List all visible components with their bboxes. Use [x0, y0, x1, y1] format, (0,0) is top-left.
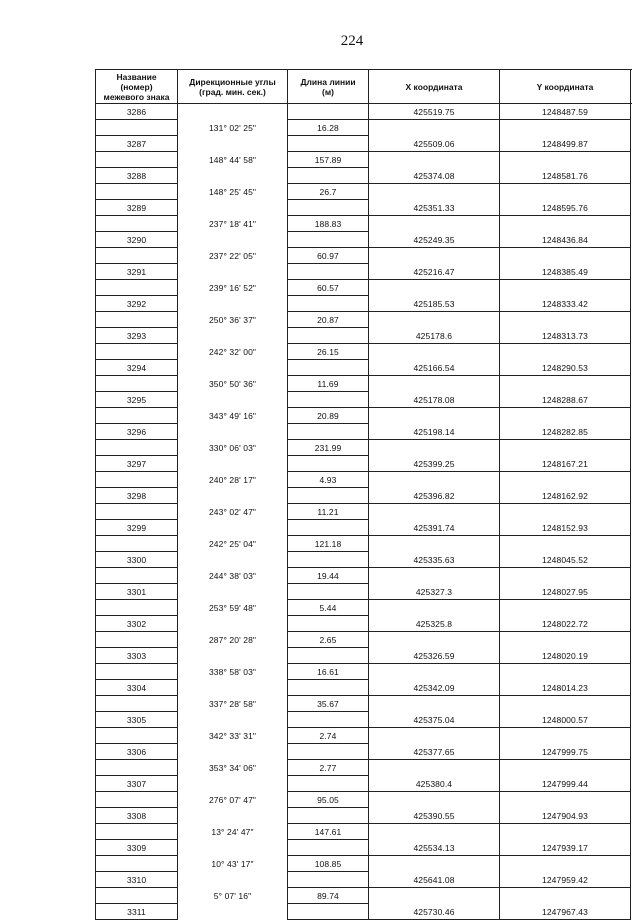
- empty-cell: [288, 648, 369, 664]
- empty-cell: [369, 792, 500, 808]
- empty-cell: [178, 680, 288, 696]
- point-name-cell: 3289: [96, 200, 178, 216]
- point-name-cell: 3291: [96, 264, 178, 280]
- empty-cell: [369, 248, 500, 264]
- empty-cell: [369, 120, 500, 136]
- direction-angle-cell: 237° 18' 41": [178, 216, 288, 232]
- empty-cell: [369, 184, 500, 200]
- line-length-cell: 4.93: [288, 472, 369, 488]
- line-length-cell: 188.83: [288, 216, 369, 232]
- empty-cell: [96, 472, 178, 488]
- empty-cell: [178, 872, 288, 888]
- point-name-cell: 3299: [96, 520, 178, 536]
- empty-cell: [288, 872, 369, 888]
- empty-cell: [500, 376, 631, 392]
- empty-cell: [288, 904, 369, 920]
- empty-cell: [96, 824, 178, 840]
- x-coordinate-cell: 425327.3: [369, 584, 500, 600]
- y-coordinate-cell: 1247967.43: [500, 904, 631, 920]
- empty-cell: [96, 504, 178, 520]
- empty-cell: [500, 216, 631, 232]
- empty-cell: [96, 184, 178, 200]
- empty-cell: [178, 904, 288, 920]
- empty-cell: [288, 584, 369, 600]
- empty-cell: [288, 264, 369, 280]
- point-name-cell: 3287: [96, 136, 178, 152]
- line-length-cell: 95.05: [288, 792, 369, 808]
- point-name-cell: 3298: [96, 488, 178, 504]
- y-coordinate-cell: 1248313.73: [500, 328, 631, 344]
- direction-angle-cell: 148° 44' 58": [178, 152, 288, 168]
- empty-cell: [369, 312, 500, 328]
- point-name-cell: 3292: [96, 296, 178, 312]
- y-coordinate-cell: 1248290.53: [500, 360, 631, 376]
- empty-cell: [178, 168, 288, 184]
- y-coordinate-cell: 1248000.57: [500, 712, 631, 728]
- direction-angle-cell: 343° 49' 16": [178, 408, 288, 424]
- empty-cell: [369, 728, 500, 744]
- empty-cell: [369, 568, 500, 584]
- point-name-cell: 3307: [96, 776, 178, 792]
- empty-cell: [288, 680, 369, 696]
- empty-cell: [178, 232, 288, 248]
- x-coordinate-cell: 425730.46: [369, 904, 500, 920]
- empty-cell: [288, 616, 369, 632]
- empty-cell: [96, 376, 178, 392]
- empty-cell: [96, 632, 178, 648]
- empty-cell: [178, 520, 288, 536]
- x-coordinate-cell: 425519.75: [369, 104, 500, 120]
- empty-cell: [500, 632, 631, 648]
- point-name-cell: 3308: [96, 808, 178, 824]
- empty-cell: [500, 504, 631, 520]
- empty-cell: [288, 232, 369, 248]
- empty-cell: [500, 600, 631, 616]
- empty-cell: [96, 568, 178, 584]
- x-coordinate-cell: 425509.06: [369, 136, 500, 152]
- x-coordinate-cell: 425249.35: [369, 232, 500, 248]
- line-length-cell: 16.61: [288, 664, 369, 680]
- empty-cell: [96, 856, 178, 872]
- line-length-cell: 147.61: [288, 824, 369, 840]
- x-coordinate-cell: 425375.04: [369, 712, 500, 728]
- point-name-cell: 3306: [96, 744, 178, 760]
- x-coordinate-cell: 425399.25: [369, 456, 500, 472]
- empty-cell: [96, 600, 178, 616]
- empty-cell: [96, 312, 178, 328]
- empty-cell: [178, 456, 288, 472]
- y-coordinate-cell: 1248288.67: [500, 392, 631, 408]
- x-coordinate-cell: 425351.33: [369, 200, 500, 216]
- line-length-cell: 11.69: [288, 376, 369, 392]
- empty-cell: [96, 760, 178, 776]
- y-coordinate-cell: 1248333.42: [500, 296, 631, 312]
- empty-cell: [178, 104, 288, 120]
- line-length-cell: 157.89: [288, 152, 369, 168]
- x-coordinate-cell: 425391.74: [369, 520, 500, 536]
- empty-cell: [369, 632, 500, 648]
- empty-cell: [500, 120, 631, 136]
- empty-cell: [500, 568, 631, 584]
- line-length-cell: 16.28: [288, 120, 369, 136]
- point-name-cell: 3311: [96, 904, 178, 920]
- empty-cell: [178, 264, 288, 280]
- y-coordinate-cell: 1248027.95: [500, 584, 631, 600]
- empty-cell: [178, 712, 288, 728]
- empty-cell: [500, 664, 631, 680]
- header-direction-angle: Дирекционные углы (град. мин. сек.): [178, 70, 288, 103]
- empty-cell: [369, 760, 500, 776]
- x-coordinate-cell: 425534.13: [369, 840, 500, 856]
- empty-cell: [500, 472, 631, 488]
- point-name-cell: 3301: [96, 584, 178, 600]
- empty-cell: [369, 856, 500, 872]
- direction-angle-cell: 131° 02' 25": [178, 120, 288, 136]
- empty-cell: [288, 328, 369, 344]
- empty-cell: [369, 344, 500, 360]
- y-coordinate-cell: 1248385.49: [500, 264, 631, 280]
- empty-cell: [288, 104, 369, 120]
- line-length-cell: 2.65: [288, 632, 369, 648]
- empty-cell: [500, 248, 631, 264]
- line-length-cell: 26.15: [288, 344, 369, 360]
- empty-cell: [369, 440, 500, 456]
- line-length-cell: 60.97: [288, 248, 369, 264]
- x-coordinate-cell: 425185.53: [369, 296, 500, 312]
- direction-angle-cell: 330° 06' 03": [178, 440, 288, 456]
- empty-cell: [288, 296, 369, 312]
- empty-cell: [178, 488, 288, 504]
- empty-cell: [96, 440, 178, 456]
- empty-cell: [288, 168, 369, 184]
- empty-cell: [500, 792, 631, 808]
- point-name-cell: 3290: [96, 232, 178, 248]
- line-length-cell: 5.44: [288, 600, 369, 616]
- y-coordinate-cell: 1247904.93: [500, 808, 631, 824]
- x-coordinate-cell: 425335.63: [369, 552, 500, 568]
- line-length-cell: 11.21: [288, 504, 369, 520]
- y-coordinate-cell: 1248595.76: [500, 200, 631, 216]
- direction-angle-cell: 5° 07' 16": [178, 888, 288, 904]
- empty-cell: [288, 456, 369, 472]
- boundary-points-table: [95, 69, 632, 920]
- y-coordinate-cell: 1248045.52: [500, 552, 631, 568]
- empty-cell: [288, 712, 369, 728]
- x-coordinate-cell: 425641.08: [369, 872, 500, 888]
- empty-cell: [288, 808, 369, 824]
- x-coordinate-cell: 425377.65: [369, 744, 500, 760]
- point-name-cell: 3303: [96, 648, 178, 664]
- point-name-cell: 3305: [96, 712, 178, 728]
- line-length-cell: 121.18: [288, 536, 369, 552]
- x-coordinate-cell: 425374.08: [369, 168, 500, 184]
- direction-angle-cell: 276° 07' 47": [178, 792, 288, 808]
- y-coordinate-cell: 1248436.84: [500, 232, 631, 248]
- empty-cell: [500, 888, 631, 904]
- direction-angle-cell: 353° 34' 06": [178, 760, 288, 776]
- line-length-cell: 35.67: [288, 696, 369, 712]
- point-name-cell: 3296: [96, 424, 178, 440]
- line-length-cell: 19.44: [288, 568, 369, 584]
- line-length-cell: 20.89: [288, 408, 369, 424]
- y-coordinate-cell: 1248581.76: [500, 168, 631, 184]
- point-name-cell: 3295: [96, 392, 178, 408]
- empty-cell: [178, 424, 288, 440]
- x-coordinate-cell: 425325.8: [369, 616, 500, 632]
- empty-cell: [369, 536, 500, 552]
- y-coordinate-cell: 1248167.21: [500, 456, 631, 472]
- y-coordinate-cell: 1247959.42: [500, 872, 631, 888]
- direction-angle-cell: 239° 16' 52": [178, 280, 288, 296]
- header-point-name: Название (номер) межевого знака: [96, 70, 178, 103]
- point-name-cell: 3302: [96, 616, 178, 632]
- point-name-cell: 3310: [96, 872, 178, 888]
- x-coordinate-cell: 425342.09: [369, 680, 500, 696]
- empty-cell: [96, 344, 178, 360]
- direction-angle-cell: 242° 32' 00": [178, 344, 288, 360]
- empty-cell: [288, 776, 369, 792]
- line-length-cell: 231.99: [288, 440, 369, 456]
- empty-cell: [96, 152, 178, 168]
- header-y-coordinate: Y координата: [500, 70, 631, 103]
- empty-cell: [96, 408, 178, 424]
- empty-cell: [288, 520, 369, 536]
- empty-cell: [288, 136, 369, 152]
- empty-cell: [500, 152, 631, 168]
- y-coordinate-cell: 1247939.17: [500, 840, 631, 856]
- empty-cell: [96, 280, 178, 296]
- empty-cell: [500, 344, 631, 360]
- empty-cell: [96, 792, 178, 808]
- y-coordinate-cell: 1248499.87: [500, 136, 631, 152]
- empty-cell: [288, 840, 369, 856]
- empty-cell: [288, 360, 369, 376]
- empty-cell: [96, 888, 178, 904]
- table-body: [96, 104, 632, 920]
- x-coordinate-cell: 425380.4: [369, 776, 500, 792]
- direction-angle-cell: 13° 24' 47": [178, 824, 288, 840]
- y-coordinate-cell: 1247999.75: [500, 744, 631, 760]
- empty-cell: [178, 776, 288, 792]
- line-length-cell: 108.85: [288, 856, 369, 872]
- empty-cell: [178, 648, 288, 664]
- point-name-cell: 3288: [96, 168, 178, 184]
- empty-cell: [369, 664, 500, 680]
- direction-angle-cell: 10° 43' 17": [178, 856, 288, 872]
- empty-cell: [500, 184, 631, 200]
- x-coordinate-cell: 425396.82: [369, 488, 500, 504]
- direction-angle-cell: 240° 28' 17": [178, 472, 288, 488]
- empty-cell: [96, 248, 178, 264]
- x-coordinate-cell: 425390.55: [369, 808, 500, 824]
- point-name-cell: 3300: [96, 552, 178, 568]
- empty-cell: [178, 296, 288, 312]
- empty-cell: [500, 440, 631, 456]
- empty-cell: [288, 552, 369, 568]
- direction-angle-cell: 237° 22' 05": [178, 248, 288, 264]
- empty-cell: [500, 856, 631, 872]
- line-length-cell: 2.77: [288, 760, 369, 776]
- y-coordinate-cell: 1248282.85: [500, 424, 631, 440]
- empty-cell: [288, 392, 369, 408]
- direction-angle-cell: 337° 28' 58": [178, 696, 288, 712]
- empty-cell: [178, 616, 288, 632]
- table-header: [96, 69, 632, 104]
- empty-cell: [288, 200, 369, 216]
- y-coordinate-cell: 1248152.93: [500, 520, 631, 536]
- y-coordinate-cell: 1248162.92: [500, 488, 631, 504]
- empty-cell: [369, 408, 500, 424]
- x-coordinate-cell: 425198.14: [369, 424, 500, 440]
- empty-cell: [178, 328, 288, 344]
- empty-cell: [369, 472, 500, 488]
- direction-angle-cell: 287° 20' 28": [178, 632, 288, 648]
- empty-cell: [178, 200, 288, 216]
- direction-angle-cell: 342° 33' 31": [178, 728, 288, 744]
- empty-cell: [500, 728, 631, 744]
- x-coordinate-cell: 425326.59: [369, 648, 500, 664]
- point-name-cell: 3286: [96, 104, 178, 120]
- empty-cell: [96, 664, 178, 680]
- line-length-cell: 20.87: [288, 312, 369, 328]
- x-coordinate-cell: 425166.54: [369, 360, 500, 376]
- empty-cell: [500, 536, 631, 552]
- direction-angle-cell: 148° 25' 45": [178, 184, 288, 200]
- empty-cell: [500, 408, 631, 424]
- y-coordinate-cell: 1248020.19: [500, 648, 631, 664]
- point-name-cell: 3294: [96, 360, 178, 376]
- line-length-cell: 26.7: [288, 184, 369, 200]
- empty-cell: [96, 536, 178, 552]
- empty-cell: [369, 504, 500, 520]
- empty-cell: [178, 744, 288, 760]
- line-length-cell: 2.74: [288, 728, 369, 744]
- y-coordinate-cell: 1248022.72: [500, 616, 631, 632]
- header-x-coordinate: X координата: [369, 70, 500, 103]
- empty-cell: [369, 696, 500, 712]
- empty-cell: [96, 216, 178, 232]
- direction-angle-cell: 253° 59' 48": [178, 600, 288, 616]
- empty-cell: [178, 136, 288, 152]
- empty-cell: [500, 760, 631, 776]
- empty-cell: [178, 808, 288, 824]
- empty-cell: [288, 424, 369, 440]
- point-name-cell: 3304: [96, 680, 178, 696]
- empty-cell: [178, 360, 288, 376]
- point-name-cell: 3309: [96, 840, 178, 856]
- empty-cell: [178, 840, 288, 856]
- empty-cell: [178, 584, 288, 600]
- direction-angle-cell: 244° 38' 03": [178, 568, 288, 584]
- direction-angle-cell: 250° 36' 37": [178, 312, 288, 328]
- empty-cell: [369, 824, 500, 840]
- empty-cell: [500, 312, 631, 328]
- empty-cell: [369, 216, 500, 232]
- empty-cell: [369, 280, 500, 296]
- header-line-length: Длина линии (м): [288, 70, 369, 103]
- empty-cell: [288, 744, 369, 760]
- empty-cell: [288, 488, 369, 504]
- y-coordinate-cell: 1248014.23: [500, 680, 631, 696]
- empty-cell: [96, 696, 178, 712]
- line-length-cell: 60.57: [288, 280, 369, 296]
- empty-cell: [96, 120, 178, 136]
- direction-angle-cell: 350° 50' 36": [178, 376, 288, 392]
- empty-cell: [178, 552, 288, 568]
- empty-cell: [178, 392, 288, 408]
- x-coordinate-cell: 425178.6: [369, 328, 500, 344]
- line-length-cell: 89.74: [288, 888, 369, 904]
- direction-angle-cell: 338° 58' 03": [178, 664, 288, 680]
- x-coordinate-cell: 425178.08: [369, 392, 500, 408]
- x-coordinate-cell: 425216.47: [369, 264, 500, 280]
- point-name-cell: 3293: [96, 328, 178, 344]
- empty-cell: [369, 152, 500, 168]
- direction-angle-cell: 243° 02' 47": [178, 504, 288, 520]
- y-coordinate-cell: 1248487.59: [500, 104, 631, 120]
- empty-cell: [500, 280, 631, 296]
- direction-angle-cell: 242° 25' 04": [178, 536, 288, 552]
- empty-cell: [96, 728, 178, 744]
- page-number: 224: [340, 33, 364, 49]
- empty-cell: [369, 888, 500, 904]
- point-name-cell: 3297: [96, 456, 178, 472]
- empty-cell: [369, 376, 500, 392]
- empty-cell: [369, 600, 500, 616]
- y-coordinate-cell: 1247999.44: [500, 776, 631, 792]
- empty-cell: [500, 824, 631, 840]
- empty-cell: [500, 696, 631, 712]
